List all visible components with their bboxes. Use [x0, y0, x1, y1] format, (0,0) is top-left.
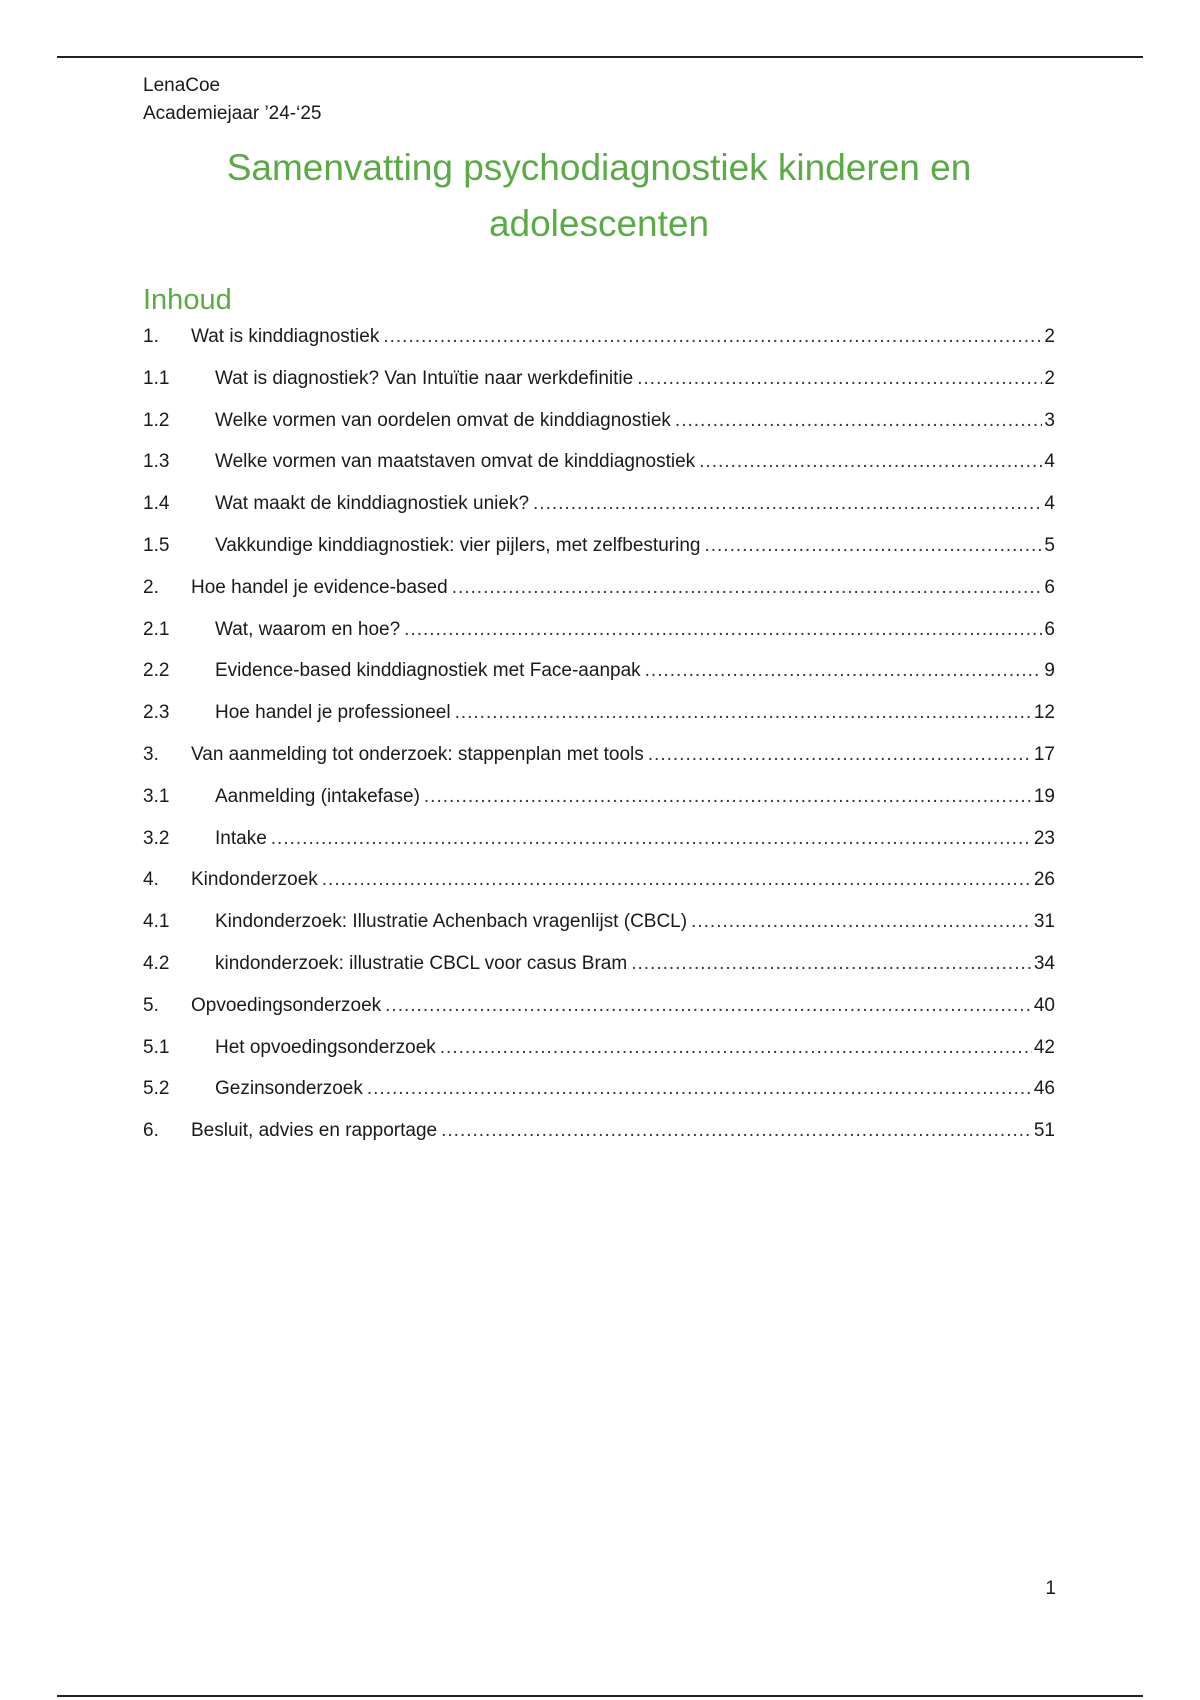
toc-entry-title: Wat is diagnostiek? Van Intuïtie naar werkdefinitie — [215, 367, 634, 389]
top-rule — [57, 56, 1143, 58]
toc-entry[interactable] — [143, 656, 1055, 698]
toc-leader — [699, 447, 1042, 477]
toc-leader — [441, 1116, 1032, 1146]
toc-entry[interactable] — [143, 322, 1055, 364]
toc-entry-number: 3. — [143, 743, 159, 765]
toc-entry-number: 5. — [143, 994, 159, 1016]
toc-entry-number: 5.2 — [143, 1078, 170, 1100]
toc-entry-title: kindonderzoek: illustratie CBCL voor casus Bram — [215, 952, 628, 974]
toc-entry-number: 1.5 — [143, 534, 170, 556]
toc-entry-title: Van aanmelding tot onderzoek: stappenplan met tools — [191, 743, 644, 765]
toc-leader — [452, 573, 1043, 603]
toc-entry-number: 1.3 — [143, 451, 170, 473]
toc-entry-number: 4. — [143, 869, 159, 891]
toc-entry-number: 1.4 — [143, 493, 170, 515]
toc-entry-title: Wat maakt de kinddiagnostiek uniek? — [215, 493, 530, 515]
toc-entry-page: 2 — [1044, 326, 1055, 347]
toc-entry-page: 4 — [1044, 451, 1055, 473]
academic-year: Academiejaar ’24-‘25 — [143, 103, 322, 124]
toc-entry-page: 2 — [1044, 367, 1055, 389]
toc-entry-page: 6 — [1044, 618, 1055, 640]
toc-leader — [675, 406, 1043, 436]
toc-entry-title: Hoe handel je evidence-based — [191, 576, 448, 598]
toc-entry-number: 1. — [143, 326, 159, 347]
toc-entry-page: 5 — [1044, 534, 1055, 556]
toc-entry-number: 4.1 — [143, 911, 170, 933]
toc-leader — [455, 698, 1032, 728]
toc-leader — [440, 1033, 1032, 1063]
toc-entry-title: Besluit, advies en rapportage — [191, 1120, 438, 1142]
toc-entry-page: 19 — [1033, 785, 1055, 807]
toc-entry-title: Het opvoedingsonderzoek — [215, 1036, 436, 1058]
page-number: 1 — [1045, 1578, 1056, 1599]
toc-entry-number: 2.2 — [143, 660, 170, 682]
toc-entry-title: Welke vormen van maatstaven omvat de kinddiagnostiek — [215, 451, 696, 473]
toc-entry[interactable] — [143, 1116, 1055, 1158]
toc-entry-number: 2. — [143, 576, 159, 598]
toc-entry-page: 40 — [1033, 994, 1055, 1016]
toc-entry-number: 3.1 — [143, 785, 170, 807]
toc-entry-page: 51 — [1033, 1120, 1055, 1142]
toc-leader — [322, 865, 1032, 895]
toc-entry[interactable] — [143, 991, 1055, 1033]
toc-leader — [704, 531, 1042, 561]
title-line-2: adolescenten — [488, 203, 710, 244]
toc-entry-title: Welke vormen van oordelen omvat de kinddiagnostiek — [215, 409, 671, 431]
toc-entry[interactable] — [143, 740, 1055, 782]
toc-entry-page: 17 — [1033, 743, 1055, 765]
toc-entry[interactable] — [143, 907, 1055, 949]
toc-leader — [648, 740, 1032, 770]
toc-entry-number: 2.1 — [143, 618, 170, 640]
toc-leader — [383, 322, 1042, 352]
toc-leader — [533, 489, 1042, 519]
toc-entry[interactable] — [143, 364, 1055, 406]
bottom-rule — [57, 1695, 1143, 1697]
table-of-contents — [143, 322, 1055, 1158]
toc-entry-page: 6 — [1044, 576, 1055, 598]
toc-leader — [637, 364, 1042, 394]
toc-entry-number: 1.1 — [143, 367, 170, 389]
toc-entry-page: 42 — [1033, 1036, 1055, 1058]
toc-entry[interactable] — [143, 573, 1055, 615]
toc-entry[interactable] — [143, 698, 1055, 740]
toc-entry-page: 34 — [1033, 952, 1055, 974]
toc-leader — [385, 991, 1032, 1021]
toc-entry[interactable] — [143, 447, 1055, 489]
title-line-1: Samenvatting psychodiagnostiek kinderen en — [226, 147, 972, 188]
toc-entry-page: 26 — [1033, 869, 1055, 891]
toc-entry-number: 5.1 — [143, 1036, 170, 1058]
toc-entry-number: 4.2 — [143, 952, 170, 974]
toc-entry-page: 3 — [1044, 409, 1055, 431]
document-header — [143, 72, 322, 128]
toc-entry[interactable] — [143, 824, 1055, 866]
toc-entry[interactable] — [143, 489, 1055, 531]
toc-entry[interactable] — [143, 782, 1055, 824]
document-title — [143, 140, 1055, 252]
toc-leader — [367, 1074, 1032, 1104]
toc-leader — [404, 615, 1042, 645]
author-name: LenaCoe — [143, 75, 221, 96]
toc-leader — [691, 907, 1032, 937]
toc-entry-title: Kindonderzoek — [191, 869, 318, 891]
toc-entry-title: Kindonderzoek: Illustratie Achenbach vragenlijst (CBCL) — [215, 911, 688, 933]
toc-entry[interactable] — [143, 949, 1055, 991]
toc-entry-page: 12 — [1033, 702, 1055, 724]
toc-entry-number: 1.2 — [143, 409, 170, 431]
toc-leader — [271, 824, 1032, 854]
toc-entry-page: 4 — [1044, 493, 1055, 515]
toc-entry[interactable] — [143, 1033, 1055, 1075]
toc-entry[interactable] — [143, 531, 1055, 573]
toc-leader — [645, 656, 1043, 686]
toc-entry-title: Opvoedingsonderzoek — [191, 994, 382, 1016]
toc-entry-number: 2.3 — [143, 702, 170, 724]
toc-leader — [424, 782, 1032, 812]
toc-entry[interactable] — [143, 865, 1055, 907]
toc-entry-number: 6. — [143, 1120, 159, 1142]
toc-entry-page: 31 — [1033, 911, 1055, 933]
toc-entry-number: 3.2 — [143, 827, 170, 849]
toc-entry-title: Vakkundige kinddiagnostiek: vier pijlers, met zelfbesturing — [215, 534, 701, 556]
toc-entry-page: 9 — [1044, 660, 1055, 682]
toc-leader — [631, 949, 1032, 979]
toc-entry-title: Evidence-based kinddiagnostiek met Face-aanpak — [215, 660, 641, 682]
toc-entry-title: Wat is kinddiagnostiek — [191, 326, 380, 347]
toc-entry-title: Gezinsonderzoek — [215, 1078, 363, 1100]
toc-entry-title: Aanmelding (intakefase) — [215, 785, 420, 807]
toc-entry-page: 46 — [1033, 1078, 1055, 1100]
toc-entry-page: 23 — [1033, 827, 1055, 849]
toc-entry[interactable] — [143, 615, 1055, 657]
toc-entry[interactable] — [143, 1074, 1055, 1116]
toc-heading: Inhoud — [143, 284, 232, 316]
toc-entry-title: Wat, waarom en hoe? — [215, 618, 401, 640]
toc-entry-title: Hoe handel je professioneel — [215, 702, 451, 724]
toc-entry[interactable] — [143, 406, 1055, 448]
toc-entry-title: Intake — [215, 827, 267, 849]
